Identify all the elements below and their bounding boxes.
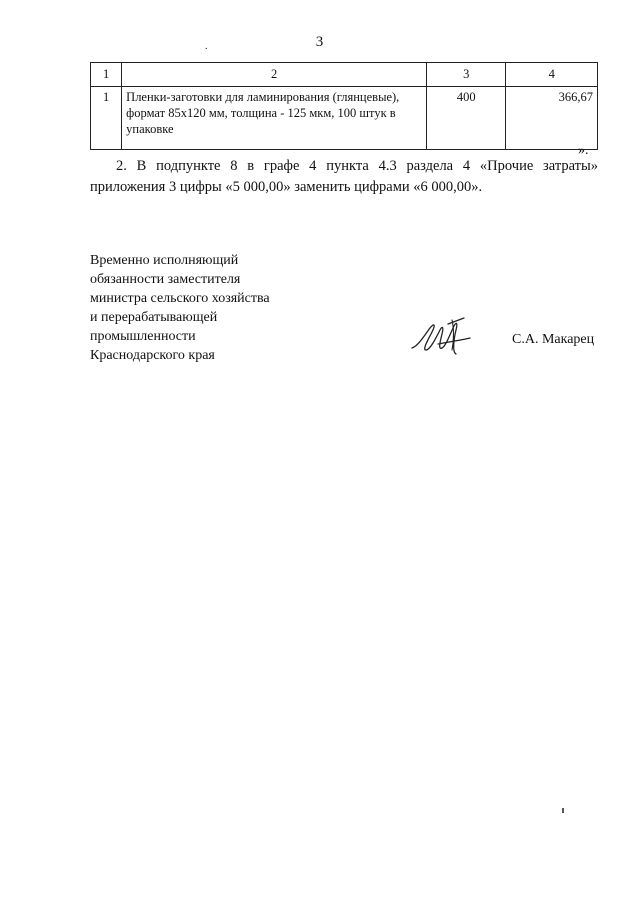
amendment-paragraph: 2. В подпункте 8 в графе 4 пункта 4.3 раздела 4 «Прочие затраты» приложения 3 цифры «5 000,00» заменить цифрами «6 000,00».	[90, 158, 598, 195]
table-header-cell: 3	[426, 63, 505, 87]
row-number-cell: 1	[91, 87, 122, 150]
signer-name: С.А. Макарец	[512, 332, 595, 347]
stray-dot: .	[205, 41, 208, 52]
signer-title-line: промышленности	[90, 329, 196, 344]
row-quantity-cell: 400	[426, 87, 505, 150]
signer-title-block	[90, 251, 270, 365]
cost-table	[90, 62, 598, 150]
handwritten-signature	[408, 314, 474, 358]
row-price-cell: 366,67	[506, 87, 598, 150]
signer-title-line: министра сельского хозяйства	[90, 291, 270, 306]
signer-title-line: Краснодарского края	[90, 348, 215, 363]
table-header-cell: 1	[91, 63, 122, 87]
stray-mark	[562, 808, 564, 813]
signer-title-line: обязанности заместителя	[90, 272, 241, 287]
page-number: 3	[315, 34, 324, 50]
closing-quote: ».	[578, 143, 589, 158]
table-header-cell: 4	[506, 63, 598, 87]
signer-title-line: Временно исполняющий	[90, 253, 239, 268]
table-header-row	[91, 63, 598, 87]
row-description-cell: Пленки-заготовки для ламинирования (глянцевые), формат 85х120 мм, толщина - 125 мкм, 100 штук в упаковке	[122, 87, 427, 150]
table-row	[91, 87, 598, 150]
signer-title-line: и перерабатывающей	[90, 310, 218, 325]
table-header-cell: 2	[122, 63, 427, 87]
